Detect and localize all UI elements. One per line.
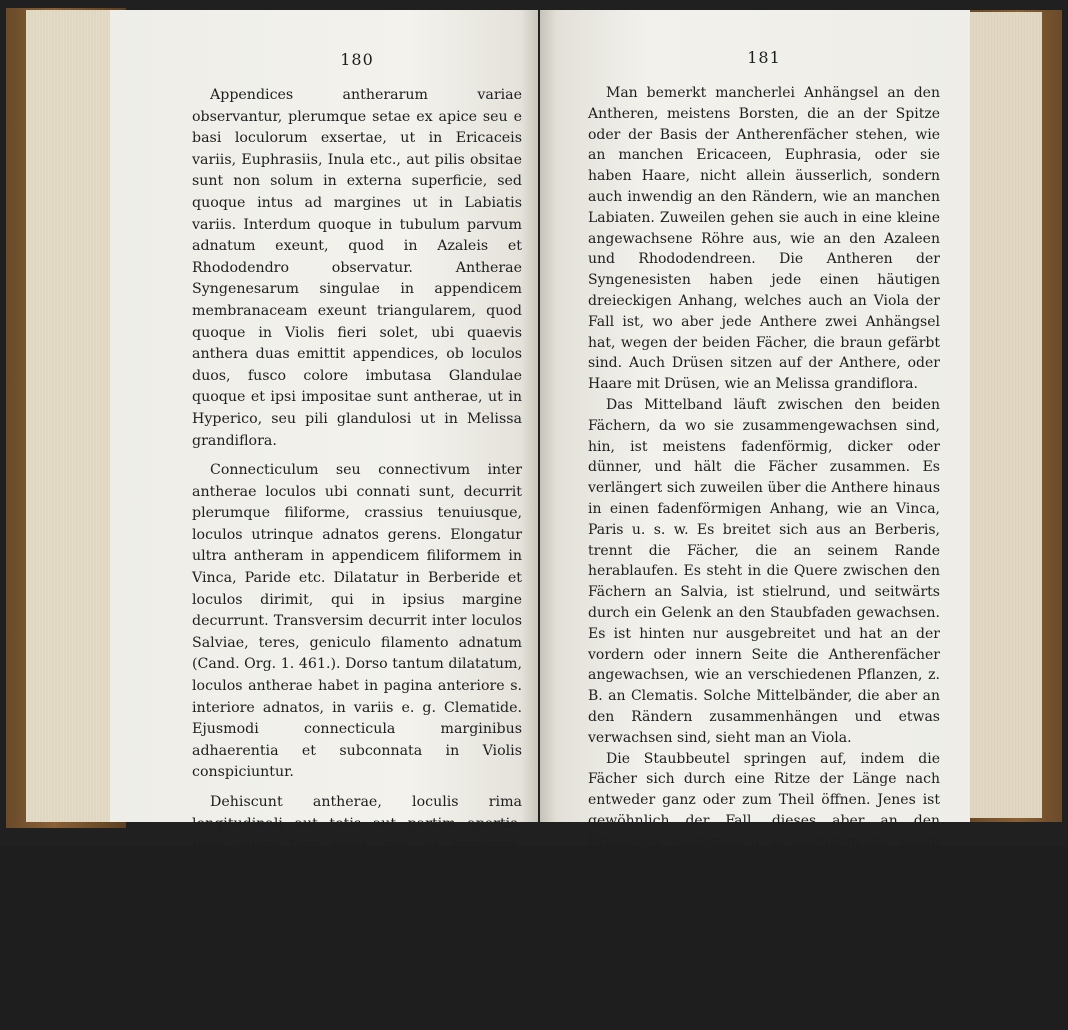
left-page: [110, 10, 538, 1026]
page-edges-right: [968, 12, 1042, 818]
right-page: [540, 10, 970, 1017]
paragraph: Connecticulum seu connectivum inter antherae loculos ubi connati sunt, decurrit plerumque filiforme, crassius tenuiusque, loculos utrinque adnatos gerens. Elongatur ultra antheram in appendicem filiformem in Vinca, Paride etc. Dilatatur in Berberide et loculos dirimit, qui in ipsius margine decurrunt. Transversim decurrit inter loculos Salviae, teres, geniculo filamento adnatum (Cand. Org. 1. 461.). Dorso tantum dilatatum, loculos antherae habet in pagina anteriore s. interiore adnatos, in variis e. g. Clematide. Ejusmodi connecticula marginibus adhaerentia et subconnata in Violis conspiciuntur.: [192, 462, 522, 781]
paragraph: Die Staubbeutel springen auf, indem die Fächer sich durch eine Ritze der Länge nach entweder ganz oder zum Theil öffnen. Jenes ist gewöhnlich der Fall, dieses aber an den Ericaceen, Euphrasia u. a. Nachdem der Staub heraus ist, kehrt sich die Anthere oft um, das Innere nach aussen, schrumpft zusammen und vergeht. Zuweilen schrumpft sie nur wenig zusammen und die Fächer gehen etwas auseinander, wie an den Gräsern, oder sie drehen sich, seltener in eine Schraubenlinie, wie an Erythraea, öfter in eine Spirale, wie an Clarkia. Es giebt auch Antheren, welche: [588, 750, 940, 1017]
paragraph: Dehiscunt antherae, loculis rima longitudinali aut totis aut partim apertis. Illud vulgo fieri solet, hoc in Ericaceis, Euphrasia etc. observamus. Post emissionem pollinis saepe tota anthera invertitur et corrugando perit. Interdum parum corrugatur et loculi divergunt ut in Graminibus, aut alio modo contorquetur, rarius in formam helicinam ut in Erythraea, paullo frequentius in vere spiralem (Clarkia). Sunt quoque antherae quae post dehi-: [192, 794, 522, 1026]
left-page-text: [192, 85, 522, 1030]
page-number-left: 180: [340, 50, 374, 69]
paragraph: Appendices antherarum variae observantur, plerumque setae ex apice seu e basi loculorum exsertae, ut in Ericaceis variis, Euphrasiis, Inula etc., aut pilis obsitae sunt non solum in externa superficie, sed quoque intus ad margines ut in Labiatis variis. Interdum quoque in tubulum parvum adnatum exeunt, quod in Azaleis et Rhododendro observatur. Antherae Syngenesarum singulae in appendicem membranaceam exeunt triangularem, quod quoque in Violis fieri solet, ubi quaevis anthera duas emittit appendices, ob loculos duos, fusco colore imbutasa Glandulae quoque et ipsi impositae sunt antherae, ut in Hyperico, seu pili glandulosi ut in Melissa grandiflora.: [192, 87, 522, 449]
page-number-right: 181: [747, 48, 781, 67]
paragraph: Das Mittelband läuft zwischen den beiden Fächern, da wo sie zusammengewachsen sind, hin, ist meistens fadenförmig, dicker oder dünner, und hält die Fächer zusammen. Es verlängert sich zuweilen über die Anthere hinaus in einen fadenförmigen Anhang, wie an Vinca, Paris u. s. w. Es breitet sich aus an Berberis, trennt die Fächer, die an seinem Rande herablaufen. Es steht in die Quere zwischen den Fächern an Salvia, ist stielrund, und seitwärts durch ein Gelenk an den Staubfaden gewachsen. Es ist hinten nur ausgebreitet und hat an der vordern oder innern Seite die Antherenfächer angewachsen, wie an verschiedenen Pflanzen, z. B. an Clematis. Solche Mittelbänder, die aber an den Rändern zusammenhängen und etwas verwachsen sind, sieht man an Viola.: [588, 396, 940, 746]
paragraph: Man bemerkt mancherlei Anhängsel an den Antheren, meistens Borsten, die an der Spitze oder der Basis der Antherenfächer stehen, wie an manchen Ericaceen, Euphrasia, oder sie haben Haare, nicht allein äusserlich, sondern auch inwendig an den Rändern, wie an manchen Labiaten. Zuweilen gehen sie auch in eine kleine angewachsene Röhre aus, wie an den Azaleen und Rhododendreen. Die Antheren der Syngenesisten haben jede einen häutigen dreieckigen Anhang, welches auch an Viola der Fall ist, wo aber jede Anthere zwei Anhängsel hat, wegen der beiden Fächer, die braun gefärbt sind. Auch Drüsen sitzen auf der Anthere, oder Haare mit Drüsen, wie an Melissa grandiflora.: [588, 85, 940, 393]
page-edges-left: [26, 10, 114, 822]
right-page-text: [588, 83, 940, 1019]
